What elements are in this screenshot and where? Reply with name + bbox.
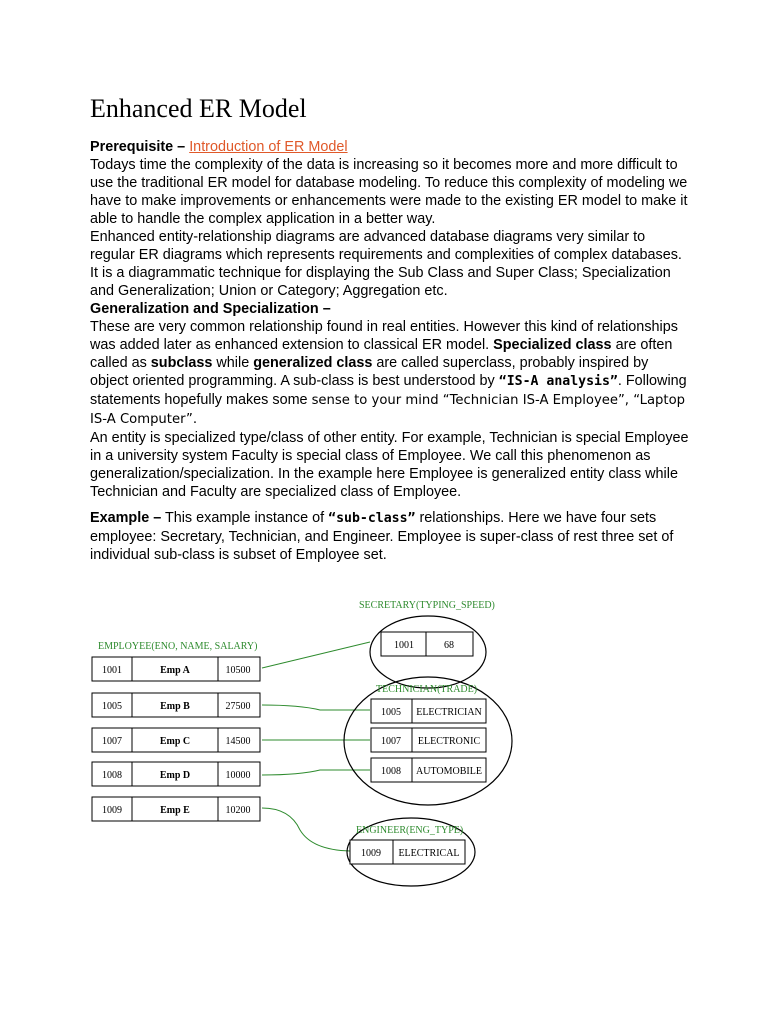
connector-lines (262, 642, 370, 851)
employee-label: EMPLOYEE(ENO, NAME, SALARY) (98, 641, 258, 652)
secretary-eno: 1001 (394, 640, 414, 651)
emp-salary: 14500 (225, 736, 251, 747)
connector-1001 (262, 642, 370, 668)
emp-name: Emp B (160, 701, 190, 712)
page-title: Enhanced ER Model (90, 94, 307, 123)
emp-eno: 1007 (102, 736, 122, 747)
intro-er-model-link[interactable]: Introduction of ER Model (189, 139, 348, 155)
p4-bold-3: generalized class (253, 355, 373, 371)
emp-eno: 1005 (102, 701, 122, 712)
connector-1005 (262, 705, 370, 710)
connector-1009 (262, 808, 350, 851)
emp-eno: 1009 (102, 805, 122, 816)
p4-text-4: are called superclass, probably inspired by object oriented programming. A sub-class is best understood by (90, 355, 649, 389)
emp-name: Emp A (160, 665, 190, 676)
emp-salary: 10500 (225, 665, 251, 676)
engineer-type: ELECTRICAL (398, 848, 460, 859)
engineer-label: ENGINEER(ENG_TYPE) (356, 825, 464, 836)
technician-label: TECHNICIAN(TRADE) (376, 684, 478, 695)
technician-eno: 1005 (381, 707, 401, 718)
p4-text-1: These are very common relationship found in real entities. However this kind of relationships was added later as enhanced extension to classical ER model. (90, 319, 678, 353)
p6-text-1: This example instance of (161, 510, 329, 526)
emp-name: Emp E (160, 805, 190, 816)
technician-eno: 1007 (381, 736, 401, 747)
p4-text-2: are often called as (90, 337, 673, 371)
technician-trade: AUTOMOBILE (416, 766, 482, 777)
paragraph-3: It is a diagrammatic technique for displaying the Sub Class and Super Class; Specialization and Generalization; Union or Category; Aggregation etc. (90, 265, 671, 299)
p4-bold-2: subclass (150, 355, 213, 371)
p6-sub-class: “sub-class” (328, 511, 416, 526)
p4-text-3: while (212, 355, 254, 371)
secretary-label: SECRETARY(TYPING_SPEED) (359, 600, 495, 611)
technician-trade: ELECTRICIAN (416, 707, 482, 718)
prerequisite-label: Prerequisite – (90, 139, 190, 155)
p4-text-5: . Following statements hopefully makes some (90, 373, 687, 408)
paragraph-5: An entity is specialized type/class of other entity. For example, Technician is special Employee in a university system Faculty is special class of Employee. We call this phenomenon as generalization/specialization. In the example here Employee is generalized entity class while Technician and Faculty are specialized class of Employee. (90, 430, 689, 500)
paragraph-1: Todays time the complexity of the data is increasing so it becomes more and more difficult to use the traditional ER model for database modeling. To reduce this complexity of modeling we have to make improvements or enhancements were made to the existing ER model to make it able to handle the complex application in a better way. (90, 157, 688, 227)
secretary-speed: 68 (444, 640, 454, 651)
emp-name: Emp C (159, 736, 191, 747)
generalization-heading-text: Generalization and Specialization – (90, 301, 331, 317)
technician-eno: 1008 (381, 766, 401, 777)
p4-bold-1: Specialized class (493, 337, 612, 353)
technician-trade: ELECTRONIC (417, 736, 481, 747)
example-label: Example – (90, 510, 162, 526)
emp-name: Emp D (159, 770, 191, 781)
p4-quote: sense to your mind “Technician IS-A Employee”, “Laptop IS-A Computer”. (90, 393, 686, 427)
p4-is-a-analysis: “IS-A analysis” (498, 374, 618, 389)
engineer-eno: 1009 (361, 848, 381, 859)
emp-salary: 10000 (225, 770, 251, 781)
paragraph-2: Enhanced entity-relationship diagrams are advanced database diagrams very similar to regular ER diagrams which represents requirements and complexities of complex databases. (90, 229, 682, 263)
emp-eno: 1008 (102, 770, 122, 781)
emp-salary: 27500 (225, 701, 251, 712)
emp-salary: 10200 (225, 805, 251, 816)
p6-text-2: relationships. Here we have four sets employee: Secretary, Technician, and Engineer. Employee is super-class of rest three set of individual sub-class is subset of Employee set. (90, 510, 674, 563)
emp-eno: 1001 (102, 665, 122, 676)
